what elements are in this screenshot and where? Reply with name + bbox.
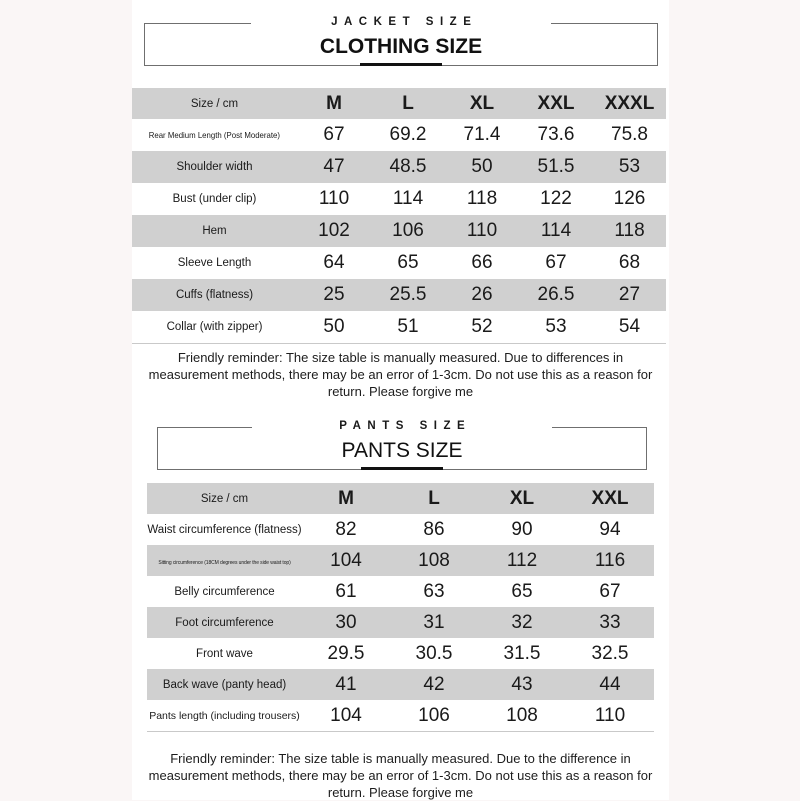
cell-value: 31.5 (478, 638, 566, 669)
cell-value: 67 (519, 247, 593, 279)
cell-value: 106 (371, 215, 445, 247)
cell-value: 67 (566, 576, 654, 607)
cell-value: 65 (478, 576, 566, 607)
cell-value: 106 (390, 700, 478, 731)
column-header-xxxl: XXXL (593, 88, 666, 119)
row-label: Bust (under clip) (132, 183, 297, 215)
row-label: Collar (with zipper) (132, 311, 297, 343)
cell-value: 26 (445, 279, 519, 311)
row-label-text: Pants length (including trousers) (149, 709, 300, 722)
row-label: Back wave (panty head) (147, 669, 302, 700)
row-label-text: Sitting circumference (18CM degrees under the side waist top) (158, 559, 291, 566)
table-row (132, 279, 666, 311)
row-label: Belly circumference (147, 576, 302, 607)
column-header-size-unit: Size / cm (132, 88, 297, 119)
row-label: Front wave (147, 638, 302, 669)
table-row (147, 607, 654, 638)
table-row (147, 700, 654, 731)
row-label (132, 119, 297, 151)
cell-value: 68 (593, 247, 666, 279)
row-label: Shoulder width (132, 151, 297, 183)
table-row (132, 215, 666, 247)
column-header-l: L (371, 88, 445, 119)
pants-heading-title: PANTS SIZE (341, 439, 463, 462)
cell-value: 51 (371, 311, 445, 343)
jacket-table-bottom-rule (132, 343, 666, 344)
row-label: Sleeve Length (132, 247, 297, 279)
cell-value: 27 (593, 279, 666, 311)
cell-value: 26.5 (519, 279, 593, 311)
table-row (147, 576, 654, 607)
column-header-xxl: XXL (519, 88, 593, 119)
column-header-size-unit: Size / cm (147, 483, 302, 514)
pants-heading-underline (361, 467, 443, 470)
cell-value: 116 (566, 545, 654, 576)
cell-value: 90 (478, 514, 566, 545)
jacket-size-table (132, 88, 666, 343)
table-row (147, 638, 654, 669)
cell-value: 53 (593, 151, 666, 183)
cell-value: 53 (519, 311, 593, 343)
cell-value: 52 (445, 311, 519, 343)
cell-value: 104 (302, 700, 390, 731)
cell-value: 50 (297, 311, 371, 343)
cell-value: 114 (519, 215, 593, 247)
table-header-row (147, 483, 654, 514)
jacket-reminder-text: Friendly reminder: The size table is manually measured. Due to differences in measurement methods, there may be an error of 1-3cm. Do not use this as a reason for return. Please forgive me (148, 350, 653, 399)
cell-value: 41 (302, 669, 390, 700)
cell-value: 108 (390, 545, 478, 576)
cell-value: 33 (566, 607, 654, 638)
cell-value: 31 (390, 607, 478, 638)
cell-value: 25.5 (371, 279, 445, 311)
row-label: Hem (132, 215, 297, 247)
row-label: Cuffs (flatness) (132, 279, 297, 311)
cell-value: 122 (519, 183, 593, 215)
cell-value: 30.5 (390, 638, 478, 669)
table-row (147, 669, 654, 700)
pants-reminder-text: Friendly reminder: The size table is manually measured. Due to the difference in measurement methods, there may be an error of 1-3cm. Do not use this as a reason for return. Please forgive me (148, 751, 653, 800)
cell-value: 51.5 (519, 151, 593, 183)
cell-value: 43 (478, 669, 566, 700)
jacket-heading-title: CLOTHING SIZE (319, 35, 483, 58)
cell-value: 47 (297, 151, 371, 183)
cell-value: 63 (390, 576, 478, 607)
column-header-xxl: XXL (566, 483, 654, 514)
cell-value: 112 (478, 545, 566, 576)
cell-value: 86 (390, 514, 478, 545)
column-header-m: M (297, 88, 371, 119)
cell-value: 50 (445, 151, 519, 183)
column-header-l: L (390, 483, 478, 514)
pants-size-table-wrapper (147, 483, 669, 732)
cell-value: 69.2 (371, 119, 445, 151)
cell-value: 110 (566, 700, 654, 731)
cell-value: 30 (302, 607, 390, 638)
pants-table-bottom-rule (147, 731, 654, 732)
cell-value: 54 (593, 311, 666, 343)
cell-value: 102 (297, 215, 371, 247)
cell-value: 108 (478, 700, 566, 731)
pants-heading-block (157, 418, 647, 470)
cell-value: 29.5 (302, 638, 390, 669)
row-label (147, 514, 302, 545)
table-row (132, 183, 666, 215)
jacket-heading-kicker: JACKET SIZE (331, 16, 478, 28)
table-row (132, 247, 666, 279)
pants-size-table (147, 483, 654, 731)
table-row (132, 311, 666, 343)
table-row (147, 514, 654, 545)
cell-value: 118 (445, 183, 519, 215)
row-label (147, 545, 302, 576)
cell-value: 64 (297, 247, 371, 279)
cell-value: 104 (302, 545, 390, 576)
cell-value: 110 (445, 215, 519, 247)
jacket-heading-underline (360, 63, 442, 66)
column-header-m: M (302, 483, 390, 514)
table-row (147, 545, 654, 576)
cell-value: 65 (371, 247, 445, 279)
cell-value: 110 (297, 183, 371, 215)
cell-value: 61 (302, 576, 390, 607)
cell-value: 114 (371, 183, 445, 215)
column-header-xl: XL (478, 483, 566, 514)
row-label (147, 700, 302, 731)
cell-value: 44 (566, 669, 654, 700)
cell-value: 73.6 (519, 119, 593, 151)
table-row (132, 119, 666, 151)
row-label-text: Waist circumference (flatness) (147, 523, 302, 536)
table-header-row (132, 88, 666, 119)
jacket-heading-block (144, 14, 658, 66)
cell-value: 32 (478, 607, 566, 638)
cell-value: 82 (302, 514, 390, 545)
cell-value: 67 (297, 119, 371, 151)
row-label-text: Rear Medium Length (Post Moderate) (148, 130, 281, 140)
cell-value: 66 (445, 247, 519, 279)
size-chart-panel (132, 0, 669, 800)
pants-heading-kicker: PANTS SIZE (339, 420, 472, 432)
cell-value: 48.5 (371, 151, 445, 183)
cell-value: 25 (297, 279, 371, 311)
cell-value: 32.5 (566, 638, 654, 669)
cell-value: 71.4 (445, 119, 519, 151)
table-row (132, 151, 666, 183)
cell-value: 118 (593, 215, 666, 247)
cell-value: 42 (390, 669, 478, 700)
column-header-xl: XL (445, 88, 519, 119)
cell-value: 94 (566, 514, 654, 545)
row-label: Foot circumference (147, 607, 302, 638)
jacket-size-table-wrapper (132, 88, 669, 344)
cell-value: 126 (593, 183, 666, 215)
cell-value: 75.8 (593, 119, 666, 151)
